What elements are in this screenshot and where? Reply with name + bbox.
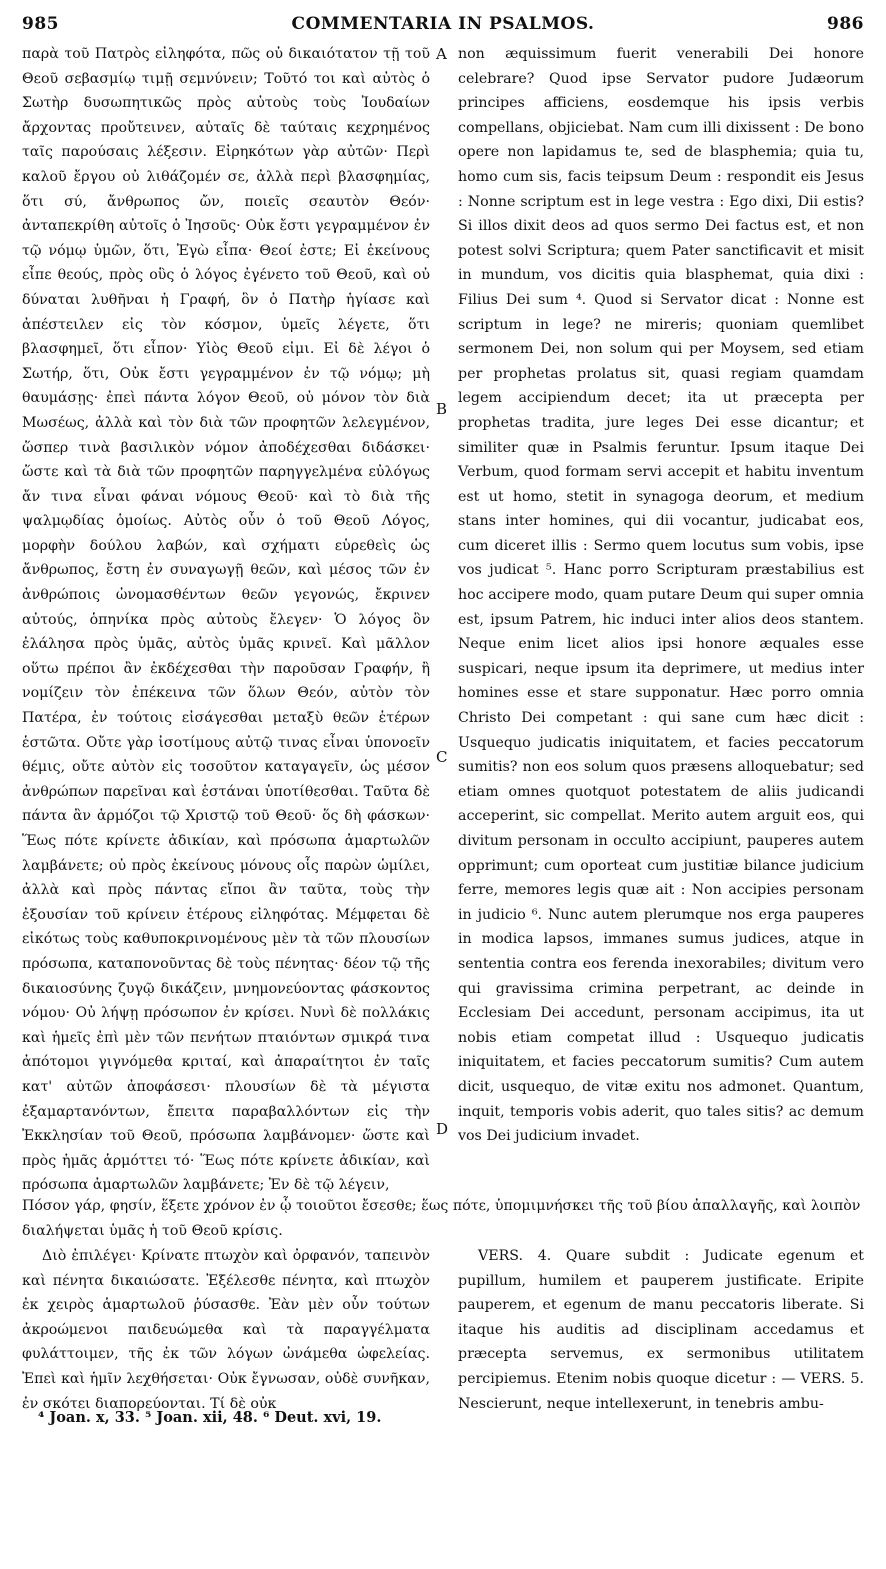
greek-text-bottom: Διὸ ἐπιλέγει· Κρίνατε πτωχὸν καὶ ὀρφανόν, ταπεινὸν καὶ πένητα δικαιώσατε. Ἐξέλεσθε πένητα, καὶ πτωχὸν ἐκ χειρὸς ἁμαρτωλοῦ ῥύσασθε. Ἐὰν μὲν οὖν τούτων ἀκροώμενοι παιδευώμεθα καὶ τὰ παραγγέλματα φυλάττοιμεν, τῆς ἐκ τῶν λόγων ὠνάμεθα ὠφελείας. Ἐπεὶ καὶ ἡμῖν λεχθήσεται· Οὐκ ἔγνωσαν, οὐδὲ συνῆκαν, ἐν σκότει διαπορεύονται. Τί δὲ οὐκ: [22, 1248, 430, 1412]
margin-marker-c: C: [436, 748, 448, 766]
latin-column-bottom: [458, 1244, 864, 1416]
left-page-number: 985: [22, 14, 59, 34]
footnotes: ⁴ Joan. x, 33. ⁵ Joan. xii, 48. ⁶ Deut. xvi, 19.: [38, 1409, 382, 1426]
greek-text: παρὰ τοῦ Πατρὸς εἰληφότα, πῶς οὐ δικαιότατον τῇ τοῦ Θεοῦ σεβασμίῳ τιμῇ σεμνύνειν; Τοῦτό τοι καὶ αὐτὸς ὁ Σωτὴρ δυσωπητικῶς πρὸς αὐτοὺς τοὺς Ἰουδαίων ἄρχοντας προὔτεινεν, αὐταῖς δὲ ταύταις κεχρημένος ταῖς παρούσαις λέξεσιν. Εἰρηκότων γὰρ αὐτῶν· Περὶ καλοῦ ἔργου οὐ λιθάζομέν σε, ἀλλὰ περὶ βλασφημίας, ὅτι σύ, ἄνθρωπος ὤν, ποιεῖς σεαυτὸν Θεόν· ἀνταπεκρίθη αὐτοῖς ὁ Ἰησοῦς· Οὐκ ἔστι γεγραμμένον ἐν τῷ νόμῳ ὑμῶν, ὅτι, Ἐγὼ εἶπα· Θεοί ἐστε; Εἰ ἐκείνους εἶπε θεούς, πρὸς οὓς ὁ λόγος ἐγένετο τοῦ Θεοῦ, καὶ οὐ δύναται λυθῆναι ἡ Γραφή, ὃν ὁ Πατὴρ ἡγίασε καὶ ἀπέστειλεν εἰς τὸν κόσμον, ὑμεῖς λέγετε, ὅτι βλασφημεῖ, ὅτι εἶπον· Υἱὸς Θεοῦ εἰμι. Εἰ δὲ λέγοι ὁ Σωτήρ, ὅτι, Οὐκ ἔστι γεγραμμένον ἐν τῷ νόμῳ; μὴ θαυμάσῃς· ἐπεὶ πάντα λόγον Θεοῦ, οὐ μόνον τὸν διὰ Μωσέως, ἀλλὰ καὶ τὸν διὰ τῶν προφητῶν λελεγμένον, ὥσπερ τινὰ βασιλικὸν νόμον ἀποδέχεσθαι διδάσκει· ὥστε καὶ τὰ διὰ τῶν προφητῶν παρηγγελμένα εὐλόγως ἄν τινα εἶναι φάναι νόμους Θεοῦ· καὶ τὸ διὰ τῆς ψαλμῳδίας ὁμοίως. Αὐτὸς οὖν ὁ τοῦ Θεοῦ Λόγος, μορφὴν δούλου λαβών, καὶ σχήματι εὑρεθεὶς ὡς ἄνθρωπος, ἔστη ἐν συναγωγῇ θεῶν, καὶ μέσος τῶν ἐν ἀνθρώποις ὠνομασθέντων θεῶν γεγονώς, ἔκρινεν αὐτούς, ὁπηνίκα πρὸς αὐτοὺς ἔλεγεν· Ὁ λόγος ὃν ἐλάλησα πρὸς ὑμᾶς, αὐτὸς ὑμᾶς κρινεῖ. Καὶ μᾶλλον οὕτω πρέποι ἂν ἐκδέχεσθαι τὴν παροῦσαν Γραφήν, ἢ νομίζειν τὸν ἐπέκεινα τῶν ὅλων Θεόν, αὐτὸν τὸν Πατέρα, ἐν τούτοις εἰσάγεσθαι μεταξὺ θεῶν ἑτέρων ἑστῶτα. Οὔτε γὰρ ἰσοτίμους αὐτῷ τινας εἶναι ὑπονοεῖν θέμις, οὔτε αὐτὸν εἰς τοσοῦτον καταγαγεῖν, ὡς μέσον ἀνθρώπων παρεῖναι καὶ ἑστάναι ὑποτίθεσθαι. Ταῦτα δὲ πάντα ἂν ἁρμόζοι τῷ Χριστῷ τοῦ Θεοῦ· ὅς δὴ φάσκων· Ἕως πότε κρίνετε ἀδικίαν, καὶ πρόσωπα ἁμαρτωλῶν λαμβάνετε; οὐ πρὸς ἐκείνους μόνους οἷς παρὼν ὡμίλει, ἀλλὰ καὶ πρὸς πάντας εἴποι ἂν ταῦτα, τοὺς τὴν ἐξουσίαν τοῦ κρίνειν ἑτέρους εἰληφότας. Μέμφεται δὲ εἰκότως τοὺς καθυποκρινομένους μὲν τὰ τῶν πλουσίων πρόσωπα, καταπονοῦντας δὲ τοὺς πένητας· δέον τῷ τῆς δικαιοσύνης ζυγῷ δικάζειν, μνημονεύοντας φάσκοντος νόμου· Οὐ λήψῃ πρόσωπον ἐν κρίσει. Νυνὶ δὲ πολλάκις καὶ ἡμεῖς ἐπὶ μὲν τῶν πενήτων πταιόντων σμικρά τινα ἀπότομοι γιγνόμεθα κριταί, καὶ ἀπαραίτητοι ἐν ταῖς κατ' αὐτῶν ἀποφάσεσι· πλουσίων δὲ τὰ μέγιστα ἐξαμαρτανόντων, ἔπειτα παραβαλλόντων εἰς τὴν Ἐκκλησίαν τοῦ Θεοῦ, πρόσωπα λαμβάνομεν· ὥστε καὶ πρὸς ἡμᾶς ἁρμόττει τό· Ἕως πότε κρίνετε ἀδικίαν, καὶ πρόσωπα ἁμαρτωλῶν λαμβάνετε; Ἐν δὲ τῷ λέγειν,: [22, 46, 430, 1194]
greek-column-bottom: [22, 1244, 430, 1416]
greek-column: [22, 42, 430, 1198]
latin-text: non æquissimum fuerit venerabili Dei honore celebrare? Quod ipse Servator pudore Judæorum principes afficiens, eosdemque his ipsis verbis compellans, objiciebat. Nam cum illi dixissent : De bono opere non lapidamus te, sed de blasphemia; quia tu, homo cum sis, facis teipsum Deum : respondit eis Jesus : Nonne scriptum est in lege vestra : Ego dixi, Dii estis? Si illos dixit deos ad quos sermo Dei factus est, et non potest solvi Scriptura; quem Pater sanctificavit et misit in mundum, vos dicitis quia blasphemat, quia dixi : Filius Dei sum ⁴. Quod si Servator dicat : Nonne est scriptum in lege? ne mireris; quoniam quemlibet sermonem Dei, non solum qui per Moysem, sed etiam per prophetas prolatus sit, quasi regiam quamdam legem accipiendum decet; ita ut præcepta per prophetas tradita, jure leges Dei esse dicantur; et similiter quæ in Psalmis feruntur. Ipsum itaque Dei Verbum, quod formam servi accepit et habitu inventum est ut homo, stetit in synagoga deorum, et medium stans inter homines, qui dii vocantur, judicabat eos, cum diceret illis : Sermo quem locutus sum vobis, ipse vos judicat ⁵. Hanc porro Scripturam præstabilius est hoc accipere modo, quam putare Deum qui super omnia est, ipsum Patrem, hic induci inter alios deos stantem. Neque enim licet alios ipsi honore æquales esse suspicari, neque ipsum ita deprimere, ut medius inter homines esse et stare supponatur. Hæc porro omnia Christo Dei competant : qui sane cum hæc dicit : Usquequo judicatis iniquitatem, et facies peccatorum sumitis? non eos solum quos præsens alloquebatur; sed etiam omnes quotquot potestatem de aliis judicandi acceperint, sic compellat. Merito autem arguit eos, qui divitum personam in occulto accipiunt, pauperes autem opprimunt; cum oporteat cum justitiæ bilance judicium ferre, memores legis quæ ait : Non accipies personam in judicio ⁶. Nunc autem plerumque nos erga pauperes in modica lapsos, immanes sumus judices, atque in sententia contra eos ferenda inexorabiles; divitum vero qui gravissima crimina perpetrant, ac deinde in Ecclesiam Dei accedunt, personam accipimus, ita ut nobis etiam competat illud : Usquequo judicatis iniquitatem, et facies peccatorum sumitis? Cum autem dicit, usquequo, de vitæ exitu nos admonet. Quantum, inquit, temporis vobis aderit, quo tales sitis? ac demum vos Dei judicium invadet.: [458, 46, 864, 1145]
margin-markers: [436, 0, 454, 1300]
margin-marker-d: D: [436, 1120, 449, 1138]
latin-column: [458, 42, 864, 1149]
margin-marker-a: A: [436, 45, 447, 63]
margin-marker-b: B: [436, 400, 448, 418]
greek-continuation: Πόσον γάρ, φησίν, ἕξετε χρόνον ἐν ᾧ τοιοῦτοι ἔσεσθε; ἕως πότε, ὑπομιμνήσκει τῆς τοῦ βίου ἀπαλλαγῆς, καὶ λοιπὸν διαλήψεται ὑμᾶς ἡ τοῦ Θεοῦ κρίσις.: [22, 1198, 861, 1239]
full-width-line: [22, 1194, 864, 1243]
right-page-number: 986: [827, 14, 864, 34]
latin-text-bottom: VERS. 4. Quare subdit : Judicate egenum et pupillum, humilem et pauperem justificate. Eripite pauperem, et egenum de manu peccatoris liberate. Si itaque his auditis ad disciplinam accedamus et præcepta servemus, ex sermonibus utilitatem percipiemus. Etenim nobis quoque dicetur : — VERS. 5. Nescierunt, neque intellexerunt, in tenebris ambu-: [458, 1248, 864, 1412]
running-title: COMMENTARIA IN PSALMOS.: [291, 14, 595, 34]
